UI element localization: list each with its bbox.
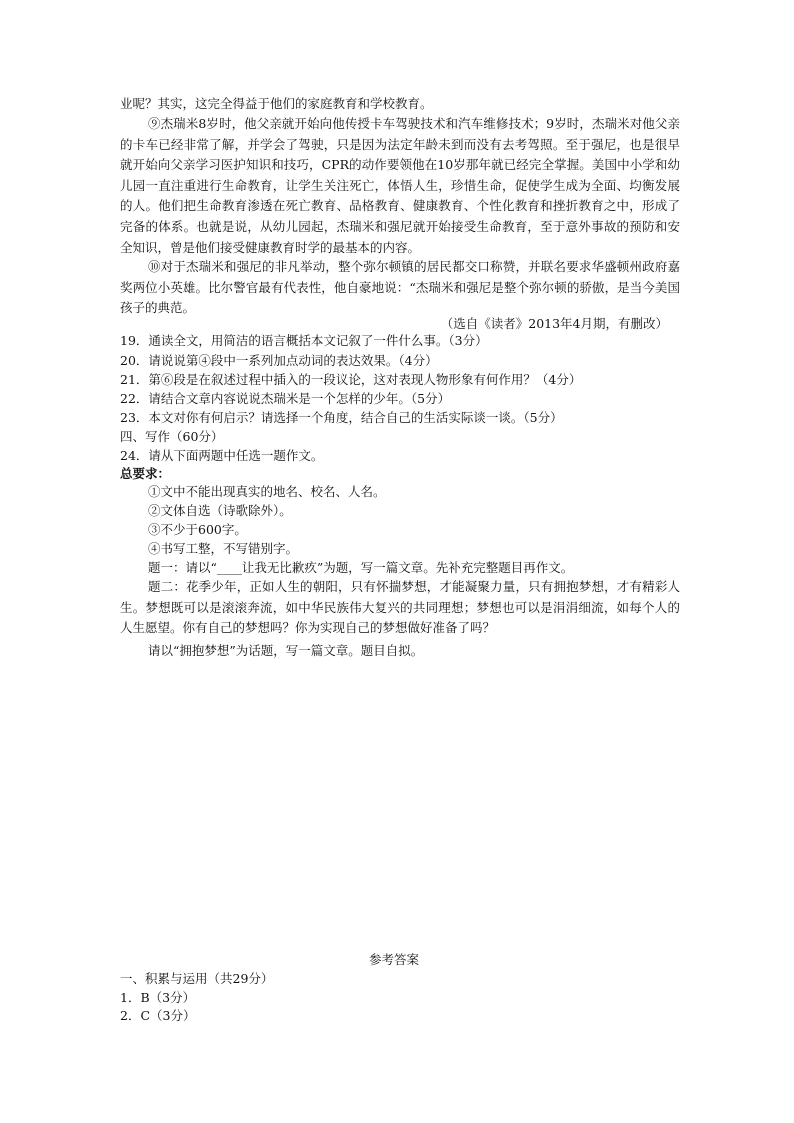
- question-20: 20．请说说第④段中一系列加点动词的表达效果。（4分）: [120, 353, 438, 368]
- answer-2: 2．C（3分）: [120, 1008, 196, 1023]
- answers-title: 参考答案: [369, 952, 420, 967]
- question-23: 23．本文对你有何启示？请选择一个角度，结合自己的生活实际谈一谈。（5分）: [120, 410, 563, 425]
- question-24: 24．请从下面两题中任选一题作文。: [120, 448, 324, 463]
- question-21: 21．第⑥段是在叙述过程中插入的一段议论，这对表现人物形象有何作用？（4分）: [120, 372, 582, 387]
- question-22: 22．请结合文章内容说说杰瑞米是一个怎样的少年。（5分）: [120, 391, 451, 406]
- requirement-2: ②文体自选（诗歌除外）。: [148, 503, 292, 518]
- topic-1: 题一：请以“____让我无比歉疚”为题，写一篇文章。先补充完整题目再作文。: [148, 560, 574, 575]
- paragraph-10: ⑩对于杰瑞米和强尼的非凡举动，整个弥尔顿镇的居民都交口称赞，并联名要求华盛顿州政府嘉奖两位小英雄。比尔警官最有代表性，他自豪地说：“杰瑞米和强尼是整个弥尔顿的骄傲，是当今美国孩子的典范。: [120, 259, 680, 316]
- requirements-title: 总要求：: [120, 466, 171, 481]
- question-19: 19．通读全文，用简洁的语言概括本文记叙了一件什么事。（3分）: [120, 333, 488, 348]
- source-citation: （选自《读者》2013年4月期，有删改）: [440, 316, 668, 331]
- section-writing-heading: 四、写作（60分）: [120, 429, 224, 444]
- requirement-4: ④书写工整，不写错别字。: [148, 541, 299, 556]
- answers-section-1: 一、积累与运用（共29分）: [120, 971, 274, 986]
- requirement-3: ③不少于600字。: [148, 522, 247, 537]
- intro-paragraph: 业呢？其实，这完全得益于他们的家庭教育和学校教育。: [120, 96, 433, 111]
- answer-1: 1．B（3分）: [120, 990, 196, 1005]
- requirement-1: ①文中不能出现真实的地名、校名、人名。: [148, 484, 386, 499]
- topic-2-instruction: 请以“拥抱梦想”为话题，写一篇文章。题目自拟。: [148, 643, 424, 658]
- topic-2: 题二：花季少年，正如人生的朝阳，只有怀揣梦想，才能凝聚力量，只有拥抱梦想，才有精彩人生。梦想既可以是滚滚奔流，如中华民族伟大复兴的共同理想；梦想也可以是涓涓细流，如每个人的人生愿望。你有自己的梦想吗？你为实现自己的梦想做好准备了吗？: [120, 579, 680, 636]
- paragraph-9: ⑨杰瑞米8岁时，他父亲就开始向他传授卡车驾驶技术和汽车维修技术；9岁时，杰瑞米对他父亲的卡车已经非常了解，并学会了驾驶，只是因为法定年龄未到而没有去考驾照。至于强尼，也是很早就开始向父亲学习医护知识和技巧，CPR的动作要领他在10岁那年就已经完全掌握。美国中小学和幼儿园一直注重进行生命教育，让学生关注死亡，体悟人生，珍惜生命，促使学生成为全面、均衡发展的人。他们把生命教育渗透在死亡教育、品格教育、健康教育、个性化教育和挫折教育之中，形成了完备的体系。也就是说，从幼儿园起，杰瑞米和强尼就开始接受生命教育，至于意外事故的预防和安全知识，曾是他们接受健康教育时学的最基本的内容。: [120, 116, 680, 255]
